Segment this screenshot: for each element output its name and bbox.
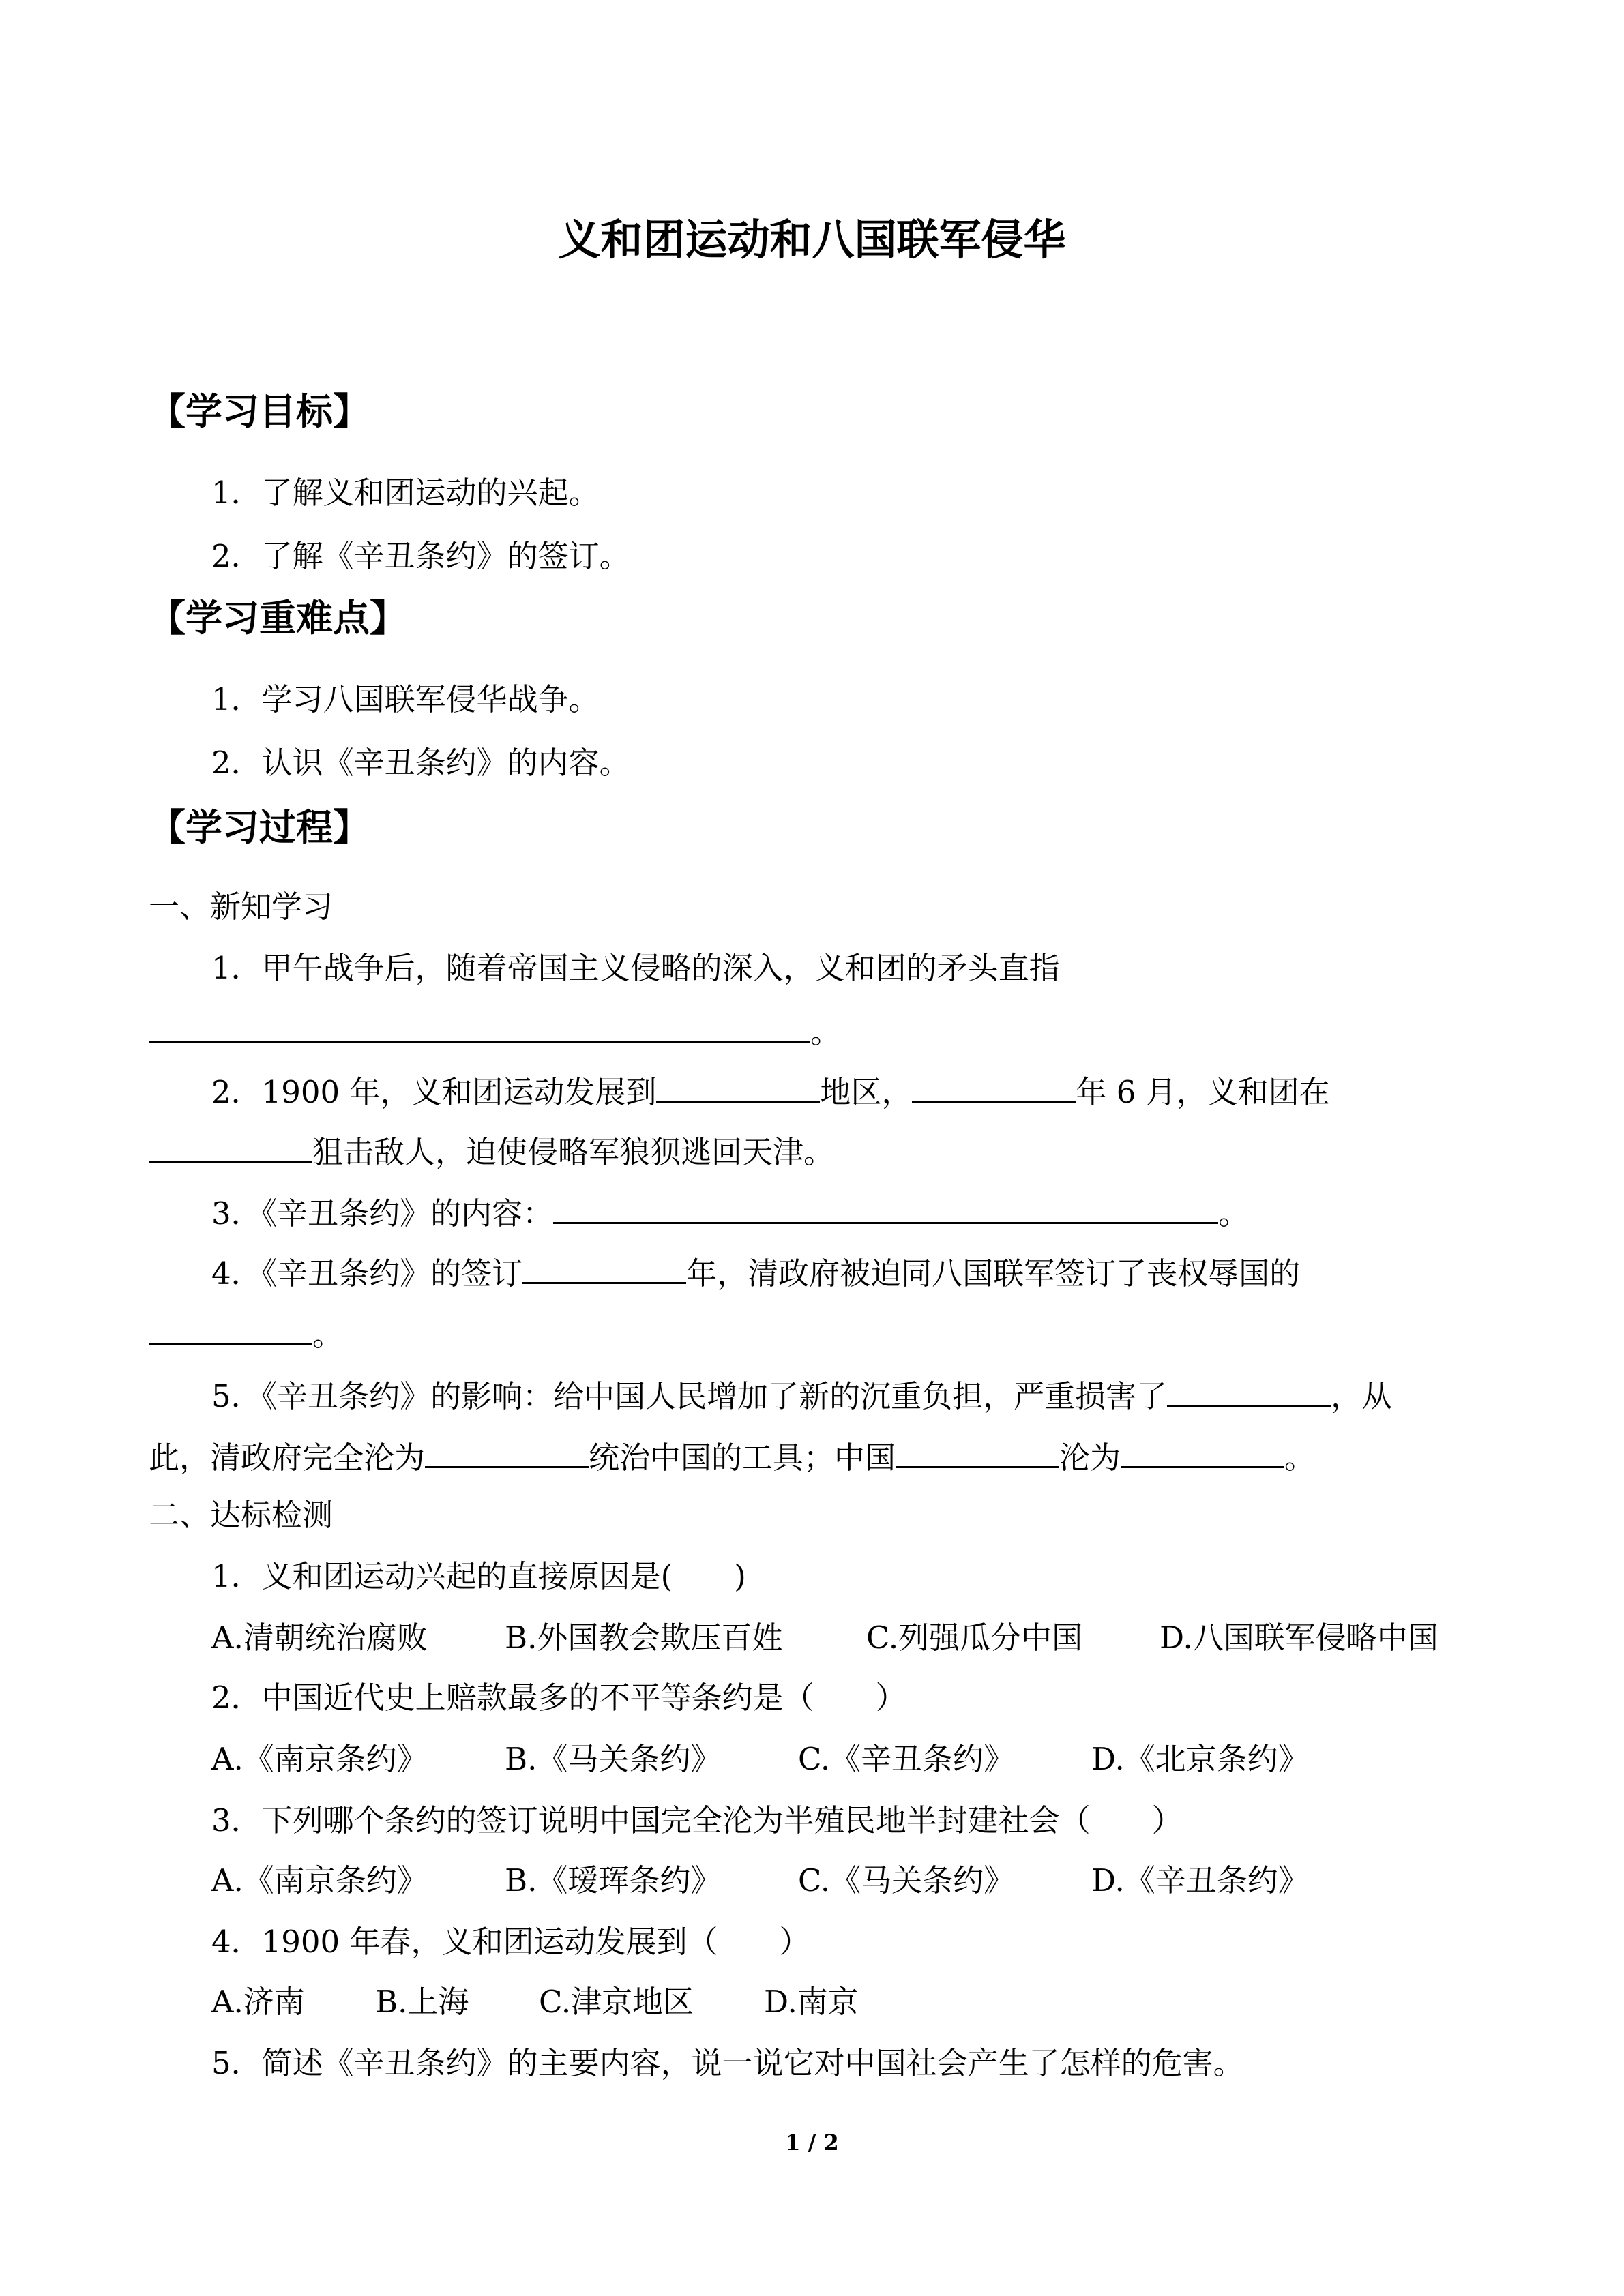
answer-blank[interactable] [522,1251,686,1284]
option-c[interactable]: C.列强瓜分中国 [866,1620,1083,1656]
option-a[interactable]: A.清朝统治腐败 [211,1620,428,1656]
option-c[interactable]: C.津京地区 [539,1984,694,2020]
option-b[interactable]: B.《瑷珲条约》 [505,1862,722,1898]
page-title: 义和团运动和八国联军侵华 [558,215,1066,265]
option-d[interactable]: D.八国联军侵略中国 [1160,1620,1438,1656]
mc-question-4-stem: 4．1900 年春，义和团运动发展到（ ） [211,1924,810,1960]
page-number: 1 / 2 [785,2130,839,2156]
fill-question-4: 4．《辛丑条约》的签订 年，清政府被迫同八国联军签订了丧权辱国的 [211,1251,1300,1294]
key-point-item: 1．学习八国联军侵华战争。 [211,681,600,717]
fill-question-1: 1．甲午战争后，随着帝国主义侵略的深入，义和团的矛头直指 [211,950,1060,986]
answer-blank[interactable] [149,1312,312,1345]
fill-question-2: 2．1900 年，义和团运动发展到 地区， 年 6 月，义和团在 [211,1069,1330,1113]
section-title-new-knowledge: 一、新知学习 [149,889,334,925]
option-a[interactable]: A.济南 [211,1984,305,2020]
option-b[interactable]: B.外国教会欺压百姓 [505,1620,783,1656]
option-d[interactable]: D.《北京条约》 [1091,1741,1309,1777]
option-c[interactable]: C.《辛丑条约》 [798,1741,1015,1777]
option-d[interactable]: D.《辛丑条约》 [1091,1862,1309,1898]
option-b[interactable]: B.上海 [375,1984,469,2020]
answer-blank[interactable] [912,1069,1076,1103]
mc-question-1-options [211,1617,1438,1658]
answer-blank[interactable] [656,1069,820,1103]
section-title-assessment: 二、达标检测 [149,1497,334,1533]
answer-blank[interactable] [425,1435,589,1468]
option-b[interactable]: B.《马关条约》 [505,1741,722,1777]
mc-question-2-options [211,1739,1309,1780]
answer-blank[interactable] [149,1129,312,1163]
option-c[interactable]: C.《马关条约》 [798,1862,1015,1898]
objectives-heading: 【学习目标】 [149,390,370,433]
answer-blank[interactable] [553,1191,1218,1224]
fill-question-5-cont: 此，清政府完全沦为 统治中国的工具；中国 沦为 。 [149,1435,1315,1478]
fill-question-5: 5．《辛丑条约》的影响：给中国人民增加了新的沉重负担，严重损害了 ，从 [211,1373,1392,1417]
mc-question-1-stem: 1．义和团运动兴起的直接原因是( ) [211,1558,746,1594]
option-a[interactable]: A.《南京条约》 [211,1862,428,1898]
mc-question-4-options [211,1982,859,2023]
fill-question-2-cont: 狙击敌人，迫使侵略军狼狈逃回天津。 [149,1129,834,1173]
objective-item: 2．了解《辛丑条约》的签订。 [211,538,630,574]
objective-item: 1．了解义和团运动的兴起。 [211,475,600,511]
key-points-heading: 【学习重难点】 [149,597,407,640]
option-d[interactable]: D.南京 [764,1984,859,2020]
mc-question-3-stem: 3．下列哪个条约的签订说明中国完全沦为半殖民地半封建社会（ ） [211,1802,1183,1838]
fill-question-3: 3．《辛丑条约》的内容： 。 [211,1191,1249,1234]
mc-question-3-options [211,1860,1309,1901]
answer-blank[interactable] [1121,1435,1284,1468]
mc-question-2-stem: 2．中国近代史上赔款最多的不平等条约是（ ） [211,1680,906,1716]
short-answer-question-5: 5．简述《辛丑条约》的主要内容，说一说它对中国社会产生了怎样的危害。 [211,2045,1244,2081]
answer-blank[interactable] [149,1009,810,1043]
key-point-item: 2．认识《辛丑条约》的内容。 [211,745,630,781]
answer-blank[interactable] [1167,1373,1331,1407]
option-a[interactable]: A.《南京条约》 [211,1741,428,1777]
process-heading: 【学习过程】 [149,806,370,849]
answer-blank[interactable] [896,1435,1059,1468]
fill-question-4-cont: 。 [149,1312,343,1356]
fill-question-1-answer-line: 。 [149,1009,841,1053]
